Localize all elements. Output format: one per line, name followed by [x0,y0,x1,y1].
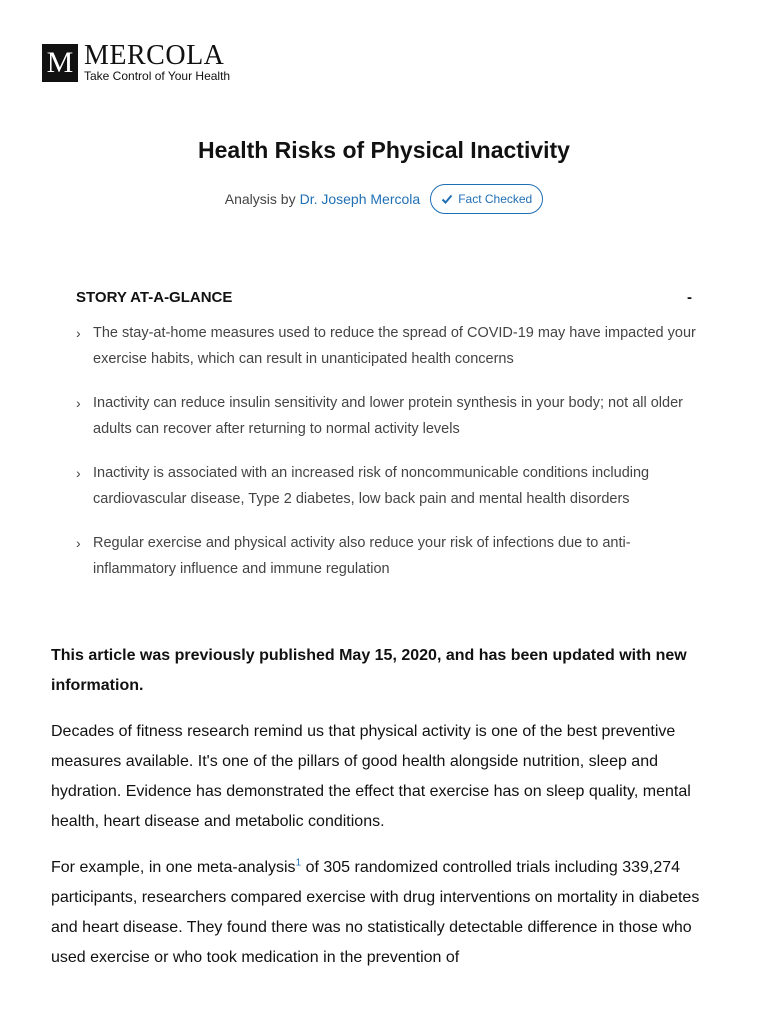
fact-checked-label: Fact Checked [458,192,533,206]
check-icon [441,193,453,205]
story-at-a-glance [76,288,696,600]
mercola-logo[interactable] [42,40,231,83]
paragraph-text: For example, in one meta-analysis [51,859,296,876]
page-title: Health Risks of Physical Inactivity [198,137,570,163]
collapse-toggle-button[interactable]: - [687,288,692,306]
article-body [51,641,723,989]
chevron-right-icon: › [76,535,81,551]
glance-item-text: Inactivity can reduce insulin sensitivity and lower protein synthesis in your body; not all older adults can recover after returning to normal activity levels [93,395,683,437]
glance-list [76,320,696,582]
chevron-right-icon: › [76,465,81,481]
glance-item [76,320,696,372]
chevron-right-icon: › [76,395,81,411]
logo-name: MERCOLA [84,40,225,71]
logo-text [84,40,231,83]
byline [0,184,768,214]
author-link[interactable]: Dr. Joseph Mercola [299,191,421,207]
glance-header [76,288,696,306]
paragraph-text: of 305 randomized controlled trials including 339,274 participants, researchers compared exercise with drug interventions on mortality in diabetes and heart disease. They found there was no statistically detectable difference in those who used exercise or who took medication in the prevention of [51,859,700,966]
glance-item [76,390,696,442]
update-notice: This article was previously published May 15, 2020, and has been updated with new information. [51,647,687,694]
chevron-right-icon: › [76,325,81,341]
glance-item [76,530,696,582]
fact-checked-badge[interactable] [430,184,543,214]
logo-tagline: Take Control of Your Health [84,69,231,83]
article-paragraph [51,853,723,973]
glance-title: STORY AT-A-GLANCE [76,288,233,306]
footnote-link[interactable]: 1 [295,857,302,869]
glance-item-text: The stay-at-home measures used to reduce the spread of COVID-19 may have impacted your exercise habits, which can result in unanticipated health concerns [93,325,696,367]
glance-item-text: Inactivity is associated with an increased risk of noncommunicable conditions including cardiovascular disease, Type 2 diabetes, low back pain and mental health disorders [93,465,650,507]
byline-prefix: Analysis by [224,191,296,207]
article-paragraph: Decades of fitness research remind us that physical activity is one of the best preventive measures available. It's one of the pillars of good health alongside nutrition, sleep and hydration. Evidence has demonstrated the effect that exercise has on sleep quality, mental health, heart disease and metabolic conditions. [51,723,691,830]
glance-item [76,460,696,512]
logo-mark: M [42,44,78,82]
glance-item-text: Regular exercise and physical activity also reduce your risk of infections due to anti-inflammatory influence and immune regulation [93,535,631,577]
